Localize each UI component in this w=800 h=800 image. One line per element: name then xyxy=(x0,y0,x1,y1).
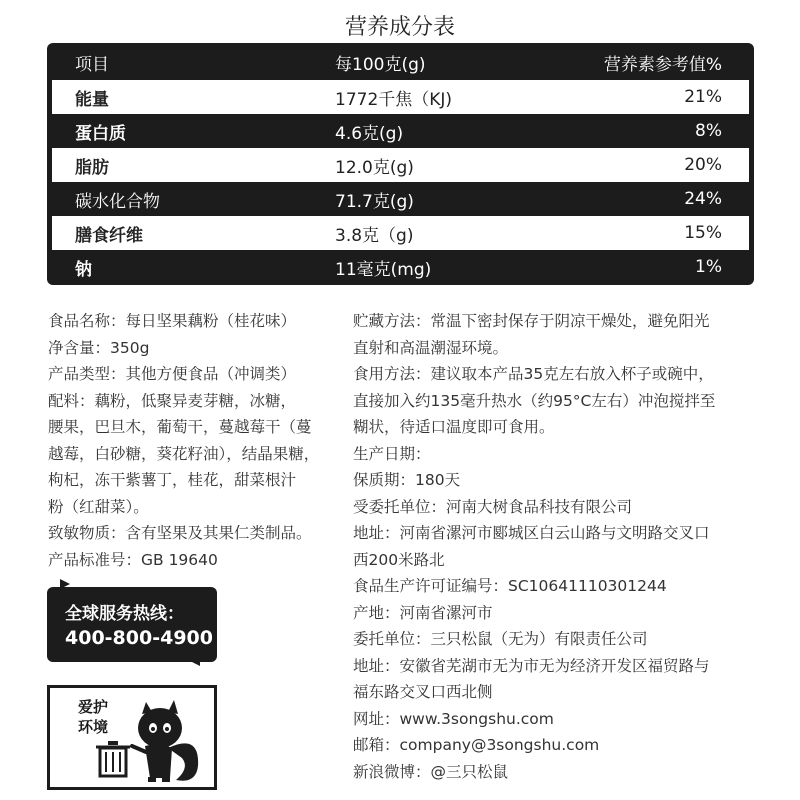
standard-number: 产品标准号：GB 19640 xyxy=(48,550,218,569)
nutrient-nrv: 20% xyxy=(684,155,722,175)
eco-box xyxy=(47,685,217,790)
nutrient-nrv: 21% xyxy=(684,87,722,107)
weibo: 新浪微博：@三只松鼠 xyxy=(353,762,509,781)
nutrition-row-protein xyxy=(52,114,749,148)
net-content: 净含量：350g xyxy=(48,338,150,357)
ingredients-line: 腰果，巴旦木，葡萄干，蔓越莓干（蔓 xyxy=(48,418,312,436)
manufacturer: 受委托单位：河南大树食品科技有限公司 xyxy=(353,497,633,516)
ingredients-line: 枸杞，冻干紫薯丁，桂花，甜菜根汁 xyxy=(48,471,297,489)
product-info-left xyxy=(48,308,343,573)
product-type: 产品类型：其他方便食品（冲调类） xyxy=(48,365,297,383)
usage-line: 糊状，待适口温度即可食用。 xyxy=(353,418,555,436)
nutrient-value: 12.0克(g) xyxy=(335,157,414,178)
ingredients-line: 配料：藕粉，低聚异麦芽糖，冰糖， xyxy=(48,391,297,410)
nutrient-name: 能量 xyxy=(75,89,109,110)
nutrient-name: 碳水化合物 xyxy=(75,191,160,212)
header-nrv: 营养素参考值% xyxy=(603,54,722,75)
license-number: 食品生产许可证编号：SC10641110301244 xyxy=(353,577,667,595)
eco-text-line2: 环境 xyxy=(78,718,109,736)
nutrient-value: 11毫克(mg) xyxy=(335,259,432,280)
service-hotline-box xyxy=(47,587,217,662)
nutrient-nrv: 8% xyxy=(695,121,722,141)
nutrient-name: 膳食纤维 xyxy=(75,225,143,246)
email: 邮箱：company@3songshu.com xyxy=(353,736,600,754)
website: 网址：www.3songshu.com xyxy=(353,709,554,728)
usage-line: 食用方法：建议取本产品35克左右放入杯子或碗中， xyxy=(353,365,714,383)
allergen-info: 致敏物质：含有坚果及其果仁类制品。 xyxy=(48,524,312,542)
nutrient-value: 4.6克(g) xyxy=(335,123,404,144)
eco-text-line1: 爱护 xyxy=(78,698,109,716)
origin: 产地：河南省漯河市 xyxy=(353,603,493,622)
trash-bin-icon xyxy=(96,741,130,776)
product-name: 食品名称：每日坚果藕粉（桂花味） xyxy=(48,312,297,330)
nutrient-nrv: 1% xyxy=(695,257,722,277)
nutrition-row-carbohydrate xyxy=(52,182,749,216)
hotline-number: 400-800-4900 xyxy=(65,627,213,649)
manufacturer-address: 西200米路北 xyxy=(353,550,445,569)
commissioner-address: 地址：安徽省芜湖市无为市无为经济开发区福贸路与 xyxy=(353,656,710,675)
commissioner-address: 福东路交叉口西北侧 xyxy=(353,683,493,701)
nutrition-row-energy xyxy=(52,80,749,114)
header-item: 项目 xyxy=(75,54,109,75)
manufacturer-address: 地址：河南省漯河市郾城区白云山路与文明路交叉口 xyxy=(353,524,710,542)
header-per-100g: 每100克(g) xyxy=(335,54,426,75)
hotline-label: 全球服务热线： xyxy=(65,604,184,624)
nutrition-row-sodium xyxy=(52,250,749,284)
nutrient-value: 1772千焦（KJ) xyxy=(335,89,453,110)
nutrition-row-fiber xyxy=(52,216,749,250)
nutrient-nrv: 15% xyxy=(684,223,722,243)
nutrient-value: 71.7克(g) xyxy=(335,191,414,212)
squirrel-mascot-icon xyxy=(132,700,198,782)
nutrient-value: 3.8克（g) xyxy=(335,225,414,246)
nutrient-name: 脂肪 xyxy=(75,157,109,178)
storage-line: 直射和高温潮湿环境。 xyxy=(353,338,509,357)
nutrition-row-fat xyxy=(52,148,749,182)
ingredients-line: 越莓，白砂糖，葵花籽油），结晶果糖， xyxy=(48,444,320,463)
nutrition-table xyxy=(47,43,754,285)
production-date: 生产日期： xyxy=(353,444,431,463)
nutrient-name: 蛋白质 xyxy=(75,123,126,144)
nutrition-header-row xyxy=(52,45,749,79)
nutrient-nrv: 24% xyxy=(684,189,722,209)
usage-line: 直接加入约135毫升热水（约95°C左右）冲泡搅拌至 xyxy=(353,391,716,410)
nutrient-name: 钠 xyxy=(75,259,92,280)
commissioner: 委托单位：三只松鼠（无为）有限责任公司 xyxy=(353,630,648,648)
ingredients-line: 粉（红甜菜）。 xyxy=(48,497,149,516)
storage-line: 贮藏方法：常温下密封保存于阴凉干燥处，避免阳光 xyxy=(353,312,710,330)
shelf-life: 保质期：180天 xyxy=(353,471,461,489)
hotline-corner-arrow xyxy=(190,656,200,666)
product-info-right xyxy=(353,308,773,785)
page-title: 营养成分表 xyxy=(344,15,455,40)
